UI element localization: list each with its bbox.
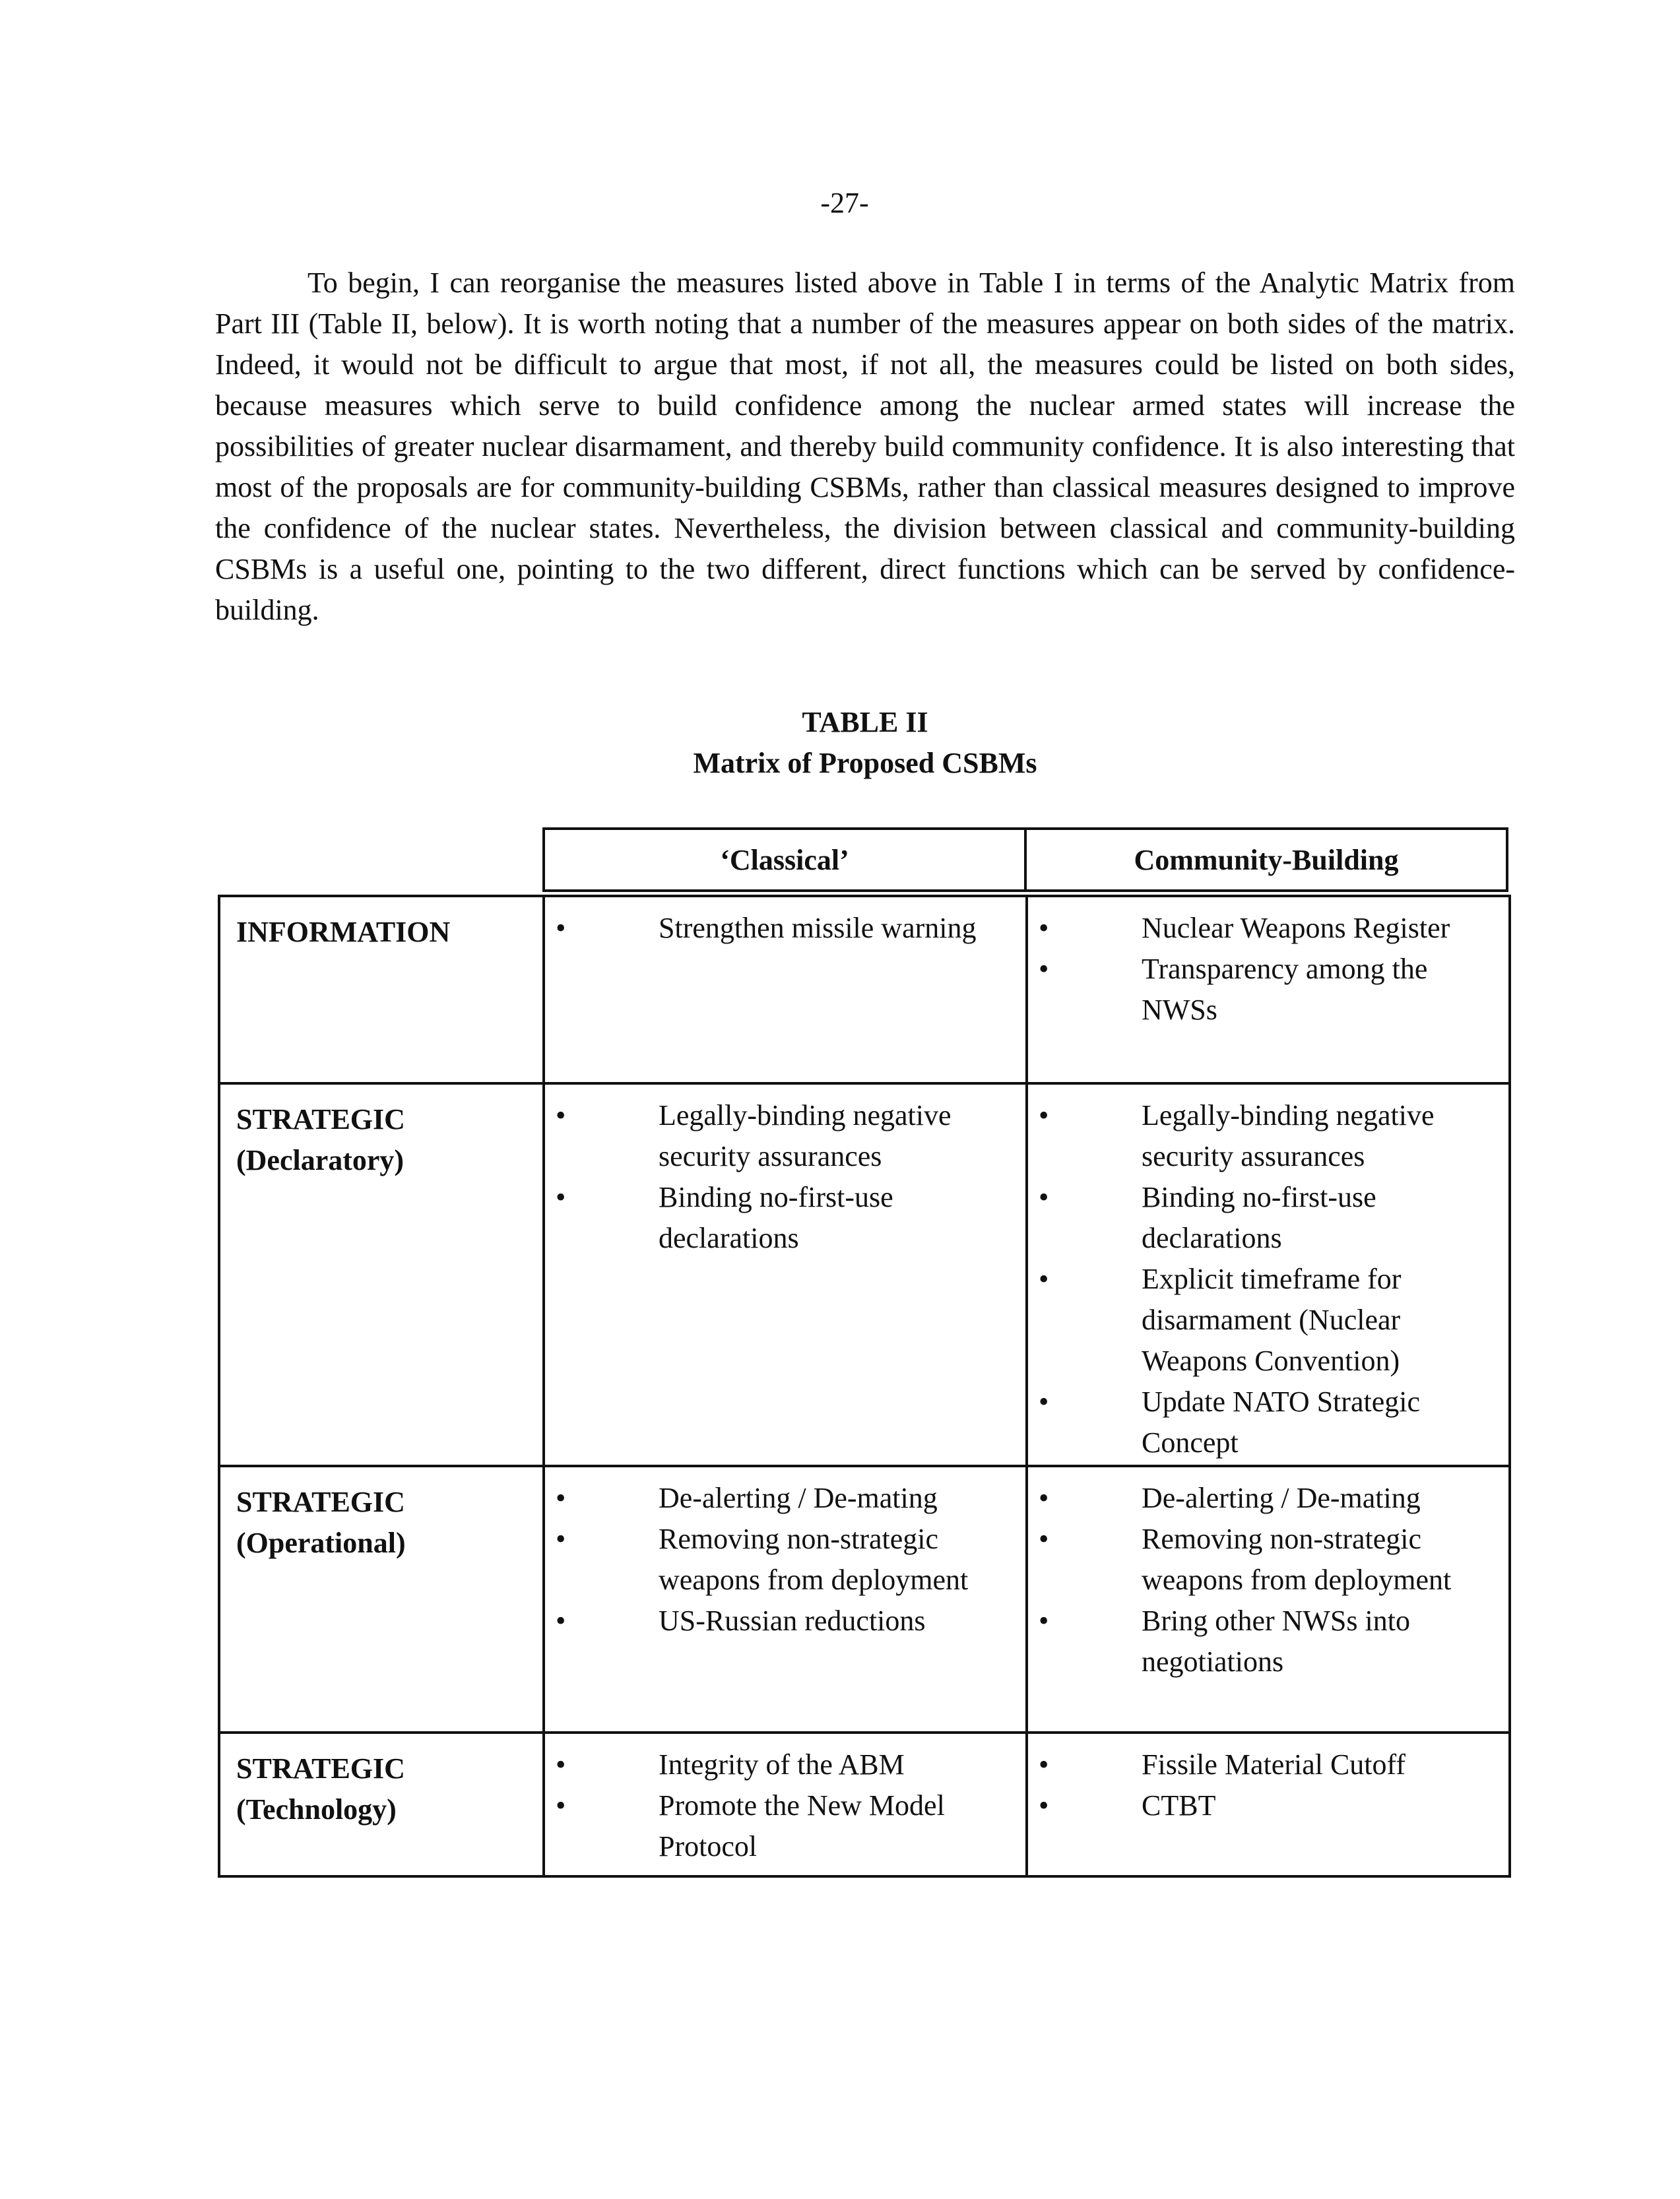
- list-item: • Removing non-strategic weapons from deployment: [545, 1519, 1006, 1601]
- table-row-information: [220, 897, 1508, 1082]
- community-cell: [1028, 1734, 1508, 1875]
- row-label: [220, 897, 545, 1082]
- row-label-subline: (Declaratory): [236, 1144, 404, 1176]
- list-item: • US-Russian reductions: [545, 1601, 1006, 1641]
- list-item: • Binding no-first-use declarations: [545, 1177, 1006, 1259]
- list-item: • Binding no-first-use declarations: [1028, 1177, 1489, 1259]
- row-label-line: STRATEGIC: [236, 1103, 405, 1135]
- list-item: • Nuclear Weapons Register: [1028, 908, 1489, 949]
- row-label: [220, 1467, 545, 1731]
- table-row-strategic-operational: [220, 1465, 1508, 1731]
- classical-cell: [545, 1734, 1028, 1875]
- list-item: • Bring other NWSs into negotiations: [1028, 1601, 1489, 1682]
- classical-cell: [545, 897, 1028, 1082]
- column-header-community-building: Community-Building: [1024, 830, 1508, 889]
- list-item: • De-alerting / De-mating: [1028, 1478, 1489, 1519]
- list-item: • Explicit timeframe for disarmament (Nuclear Weapons Convention): [1028, 1259, 1489, 1382]
- row-label-line: INFORMATION: [236, 916, 451, 948]
- classical-cell: [545, 1467, 1028, 1731]
- list-item: • Update NATO Strategic Concept: [1028, 1382, 1489, 1463]
- row-label-line: STRATEGIC: [236, 1486, 405, 1518]
- row-label-subline: (Operational): [236, 1527, 406, 1559]
- list-item: • Legally-binding negative security assurances: [545, 1095, 1006, 1177]
- table-row-strategic-technology: [220, 1731, 1508, 1875]
- list-item: • Promote the New Model Protocol: [545, 1785, 1006, 1867]
- row-label: [220, 1085, 545, 1465]
- list-item: • Integrity of the ABM: [545, 1744, 1006, 1785]
- row-label-subline: (Technology): [236, 1793, 397, 1826]
- list-item: • Fissile Material Cutoff: [1028, 1744, 1489, 1785]
- row-label-line: STRATEGIC: [236, 1752, 405, 1785]
- table-row-strategic-declaratory: [220, 1082, 1508, 1465]
- intro-paragraph: To begin, I can reorganise the measures listed above in Table I in terms of the Analytic Matrix from Part III (Table II, below). It is worth noting that a number of the measures appear on both sides of the matrix. Indeed, it would not be difficult to argue that most, if not all, the measures could be listed on both sides, because measures which serve to build confidence among the nuclear armed states will increase the possibilities of greater nuclear disarmament, and thereby build community confidence. It is also interesting that most of the proposals are for community-building CSBMs, rather than classical measures designed to improve the confidence of the nuclear states. Nevertheless, the division between classical and community-building CSBMs is a useful one, pointing to the two different, direct functions which can be served by confidence-building.: [215, 267, 1515, 626]
- matrix-table: [218, 895, 1511, 1878]
- matrix-header: [542, 827, 1508, 892]
- list-item: • Strengthen missile warning: [545, 908, 1006, 949]
- row-label: [220, 1734, 545, 1875]
- table-subtitle: Matrix of Proposed CSBMs: [693, 747, 1037, 779]
- list-item: • Legally-binding negative security assurances: [1028, 1095, 1489, 1177]
- list-item: • Transparency among the NWSs: [1028, 949, 1489, 1031]
- page-number: -27-: [820, 187, 869, 219]
- community-cell: [1028, 897, 1508, 1082]
- table-caption: [545, 702, 1185, 784]
- column-header-classical: ‘Classical’: [542, 830, 1024, 889]
- list-item: • CTBT: [1028, 1785, 1489, 1826]
- community-cell: [1028, 1467, 1508, 1731]
- classical-cell: [545, 1085, 1028, 1465]
- list-item: • De-alerting / De-mating: [545, 1478, 1006, 1519]
- table-title: TABLE II: [802, 706, 928, 738]
- list-item: • Removing non-strategic weapons from deployment: [1028, 1519, 1489, 1601]
- community-cell: [1028, 1085, 1508, 1465]
